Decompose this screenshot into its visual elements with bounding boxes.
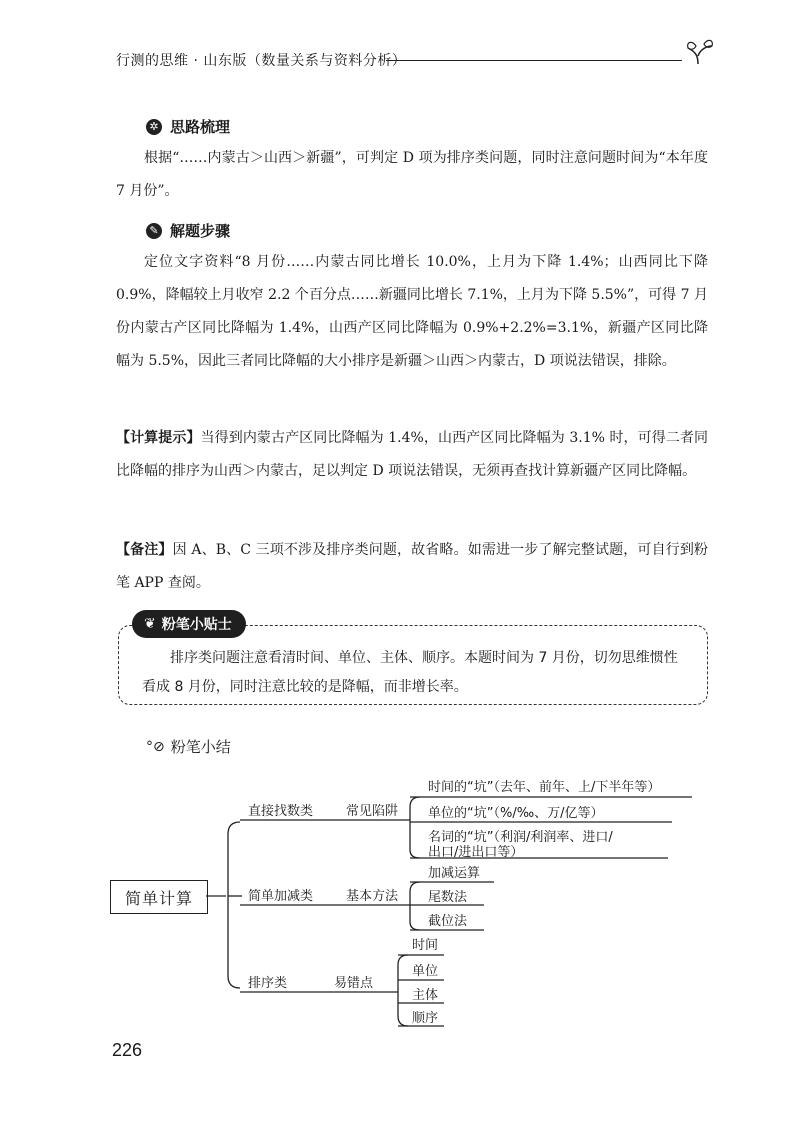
leaf-unit-trap: 单位的“坑”（%/‰、万/亿等） xyxy=(428,806,604,821)
leaf-subject: 主体 xyxy=(412,988,439,1003)
sprout-icon: ❦ xyxy=(144,616,156,632)
tip-box-text: 排序类问题注意看清时间、单位、主体、顺序。本题时间为 7 月份，切勿思维惯性看成 8 月份，同时注意比较的是降幅，而非增长率。 xyxy=(142,650,678,695)
steps-heading-label: 解题步骤 xyxy=(170,222,231,240)
summary-heading-label: 粉笔小结 xyxy=(170,738,231,756)
branch-sorting: 排序类 xyxy=(248,976,288,991)
branch-simple-arith: 简单加减类 xyxy=(248,889,314,904)
leaf-unit: 单位 xyxy=(412,964,439,979)
gear-icon: ✲ xyxy=(146,119,162,135)
leaf-term-trap-line2: 出口/进出口等） xyxy=(428,845,524,860)
pen-icon: ✎ xyxy=(146,223,162,239)
leaf-add-sub: 加减运算 xyxy=(428,866,481,881)
branch-direct-lookup-sub: 常见陷阱 xyxy=(346,804,399,819)
calc-tip-text: 当得到内蒙古产区同比降幅为 1.4%，山西产区同比降幅为 3.1% 时，可得二者同比降幅的排序为山西＞内蒙古，足以判定 D 项说法错误，无须再查找计算新疆产区同比降幅。 xyxy=(116,430,709,479)
page-number: 226 xyxy=(112,1040,143,1060)
leaf-icon: °⊘ xyxy=(146,738,165,755)
leaf-last-digit: 尾数法 xyxy=(428,890,468,905)
note-label: 【备注】 xyxy=(116,542,173,558)
leaf-term-trap-line1: 名词的“坑”（利润/利润率、进口/ xyxy=(428,830,613,845)
leaf-truncation: 截位法 xyxy=(428,914,468,929)
branch-sorting-sub: 易错点 xyxy=(334,976,374,991)
leaf-time-trap: 时间的“坑”（去年、前年、上/下半年等） xyxy=(428,780,661,795)
mindmap-root: 简单计算 xyxy=(110,880,208,914)
note-text: 因 A、B、C 三项不涉及排序类问题，故省略。如需进一步了解完整试题，可自行到粉笔 APP 查阅。 xyxy=(116,542,709,591)
approach-heading-label: 思路梳理 xyxy=(170,118,231,136)
branch-direct-lookup: 直接找数类 xyxy=(248,804,314,819)
steps-text: 定位文字资料“8 月份……内蒙古同比增长 10.0%，上月为下降 1.4%；山西同比下降 0.9%，降幅较上月收窄 2.2 个百分点……新疆同比增长 7.1%，上月为下降 5.5%”，可得 7 月份内蒙古产区同比降幅为 1.4%，山西产区同比降幅为 0.9%+2.2%=3.1%，新疆产区同比降幅为 5.5%，因此三者同比降幅的大小排序是新疆＞山西＞内蒙古，D 项说法错误，排除。 xyxy=(116,254,708,369)
running-header-title: 行测的思维 · 山东版（数量关系与资料分析） xyxy=(116,53,407,69)
branch-simple-arith-sub: 基本方法 xyxy=(346,889,399,904)
leaf-time: 时间 xyxy=(412,938,439,953)
approach-text: 根据“……内蒙古＞山西＞新疆”，可判定 D 项为排序类问题，同时注意问题时间为“本年度 7 月份”。 xyxy=(116,150,708,199)
tip-box-title: 粉笔小贴士 xyxy=(161,617,232,633)
calc-tip-label: 【计算提示】 xyxy=(116,430,201,446)
leaf-order: 顺序 xyxy=(412,1011,439,1026)
